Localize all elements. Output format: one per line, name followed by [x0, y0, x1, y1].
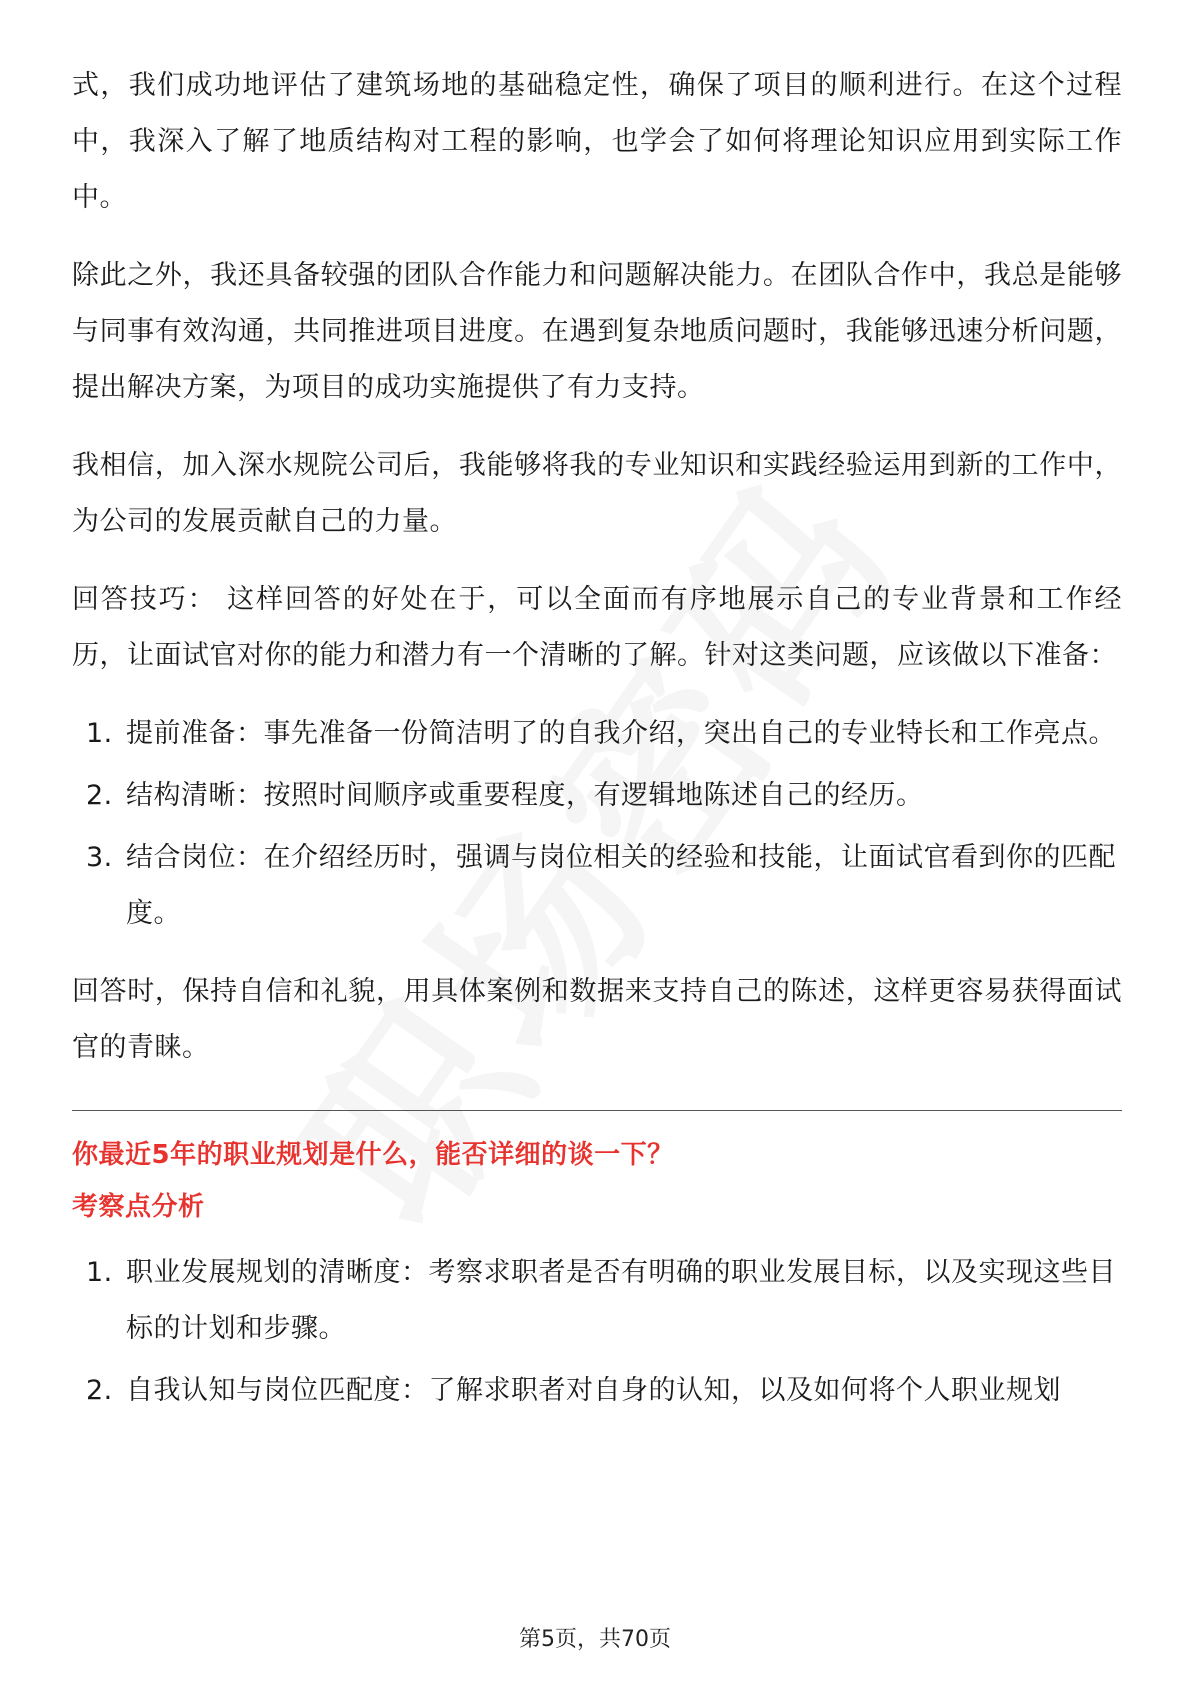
list-number: 1. [86, 718, 113, 749]
page-footer: 第5页，共70页 [519, 1627, 671, 1652]
paragraph-answer-tips: 回答技巧： 这样回答的好处在于，可以全面而有序地展示自己的专业背景和工作经历，让面试官对你的能力和潜力有一个清晰的了解。针对这类问题，应该做以下准备： [72, 584, 1122, 671]
paragraph-teamwork: 除此之外，我还具备较强的团队合作能力和问题解决能力。在团队合作中，我总是能够与同事有效沟通，共同推进项目进度。在遇到复杂地质问题时，我能够迅速分析问题，提出解决方案，为项目的成功实施提供了有力支持。 [72, 260, 1122, 403]
question-heading: 你最近5年的职业规划是什么，能否详细的谈一下？ [72, 1140, 674, 1170]
paragraph-closing: 回答时，保持自信和礼貌，用具体案例和数据来支持自己的陈述，这样更容易获得面试官的青睐。 [72, 976, 1122, 1063]
list-item-text: 结构清晰：按照时间顺序或重要程度，有逻辑地陈述自己的经历。 [126, 780, 924, 811]
analysis-list [72, 1245, 1122, 1419]
list-number: 2. [86, 1375, 113, 1406]
list-item [72, 706, 1122, 762]
list-item-text: 结合岗位：在介绍经历时，强调与岗位相关的经验和技能，让面试官看到你的匹配度。 [126, 842, 1116, 929]
paragraph-experience: 式，我们成功地评估了建筑场地的基础稳定性，确保了项目的顺利进行。在这个过程中，我深入了解了地质结构对工程的影响，也学会了如何将理论知识应用到实际工作中。 [72, 70, 1122, 213]
list-number: 3. [86, 842, 113, 873]
section-divider [72, 1110, 1122, 1111]
list-item [72, 768, 1122, 824]
list-item [72, 1363, 1122, 1419]
tips-list [72, 706, 1122, 942]
list-item-text: 自我认知与岗位匹配度：了解求职者对自身的认知，以及如何将个人职业规划 [126, 1375, 1061, 1406]
paragraph-belief: 我相信，加入深水规院公司后，我能够将我的专业知识和实践经验运用到新的工作中，为公司的发展贡献自己的力量。 [72, 450, 1122, 537]
analysis-heading: 考察点分析 [72, 1192, 205, 1222]
list-item-text: 提前准备：事先准备一份简洁明了的自我介绍，突出自己的专业特长和工作亮点。 [126, 718, 1116, 749]
list-number: 2. [86, 780, 113, 811]
document-body [72, 58, 1122, 1441]
list-item [72, 1245, 1122, 1357]
list-item [72, 830, 1122, 942]
list-number: 1. [86, 1257, 113, 1288]
list-item-text: 职业发展规划的清晰度：考察求职者是否有明确的职业发展目标，以及实现这些目标的计划和步骤。 [126, 1257, 1116, 1344]
